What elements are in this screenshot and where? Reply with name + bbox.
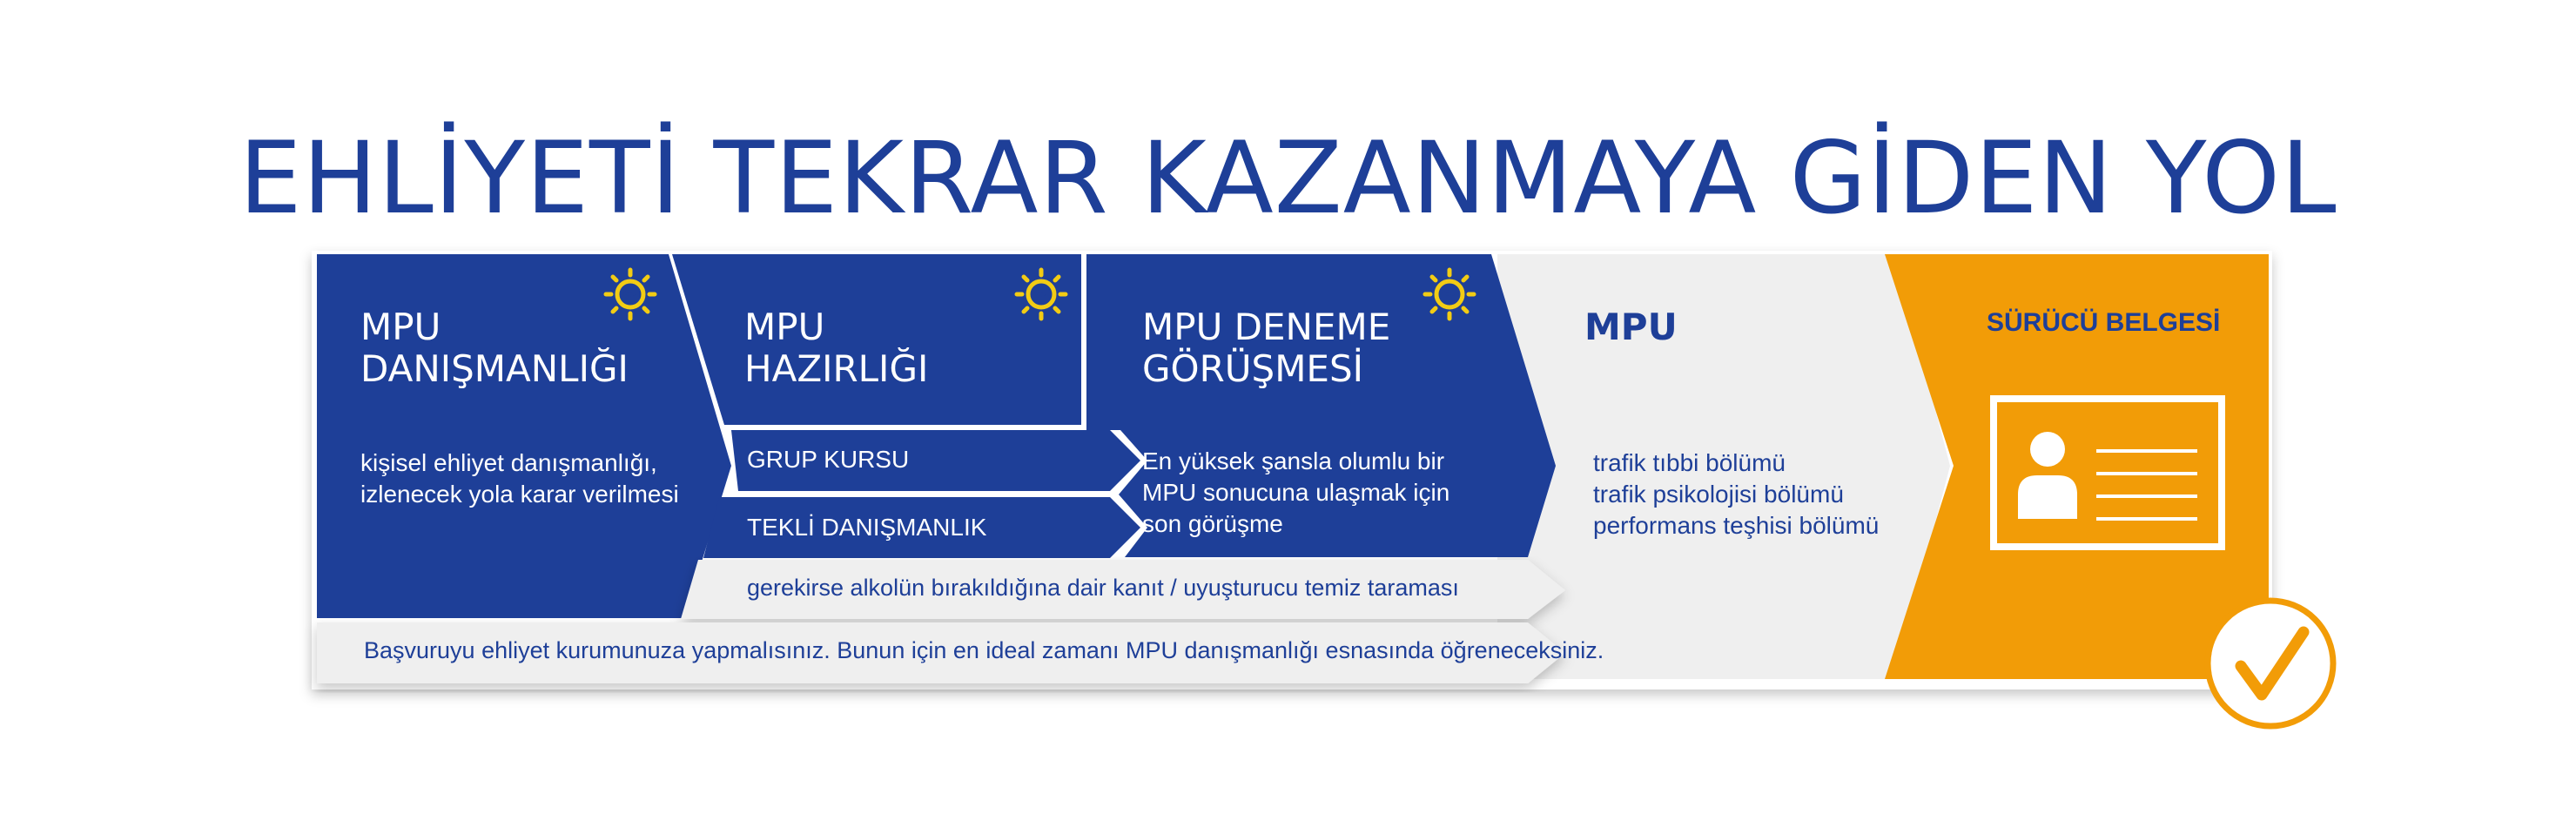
step-preparation-title-line-1: MPU bbox=[744, 306, 825, 348]
application-note-text: Başvuruyu ehliyet kurumunuza yapmalısınız. Bunun için en ideal zamanı MPU danışmanlığı esnasında öğreneceksiniz. bbox=[364, 637, 1604, 663]
step-trial-desc-line-2: MPU sonucuna ulaşmak için bbox=[1142, 479, 1450, 506]
step-trial-title-line-1: MPU DENEME bbox=[1142, 306, 1391, 348]
checkmark-icon bbox=[2208, 601, 2333, 726]
sun-icon bbox=[606, 270, 655, 319]
alcohol-screening-text: gerekirse alkolün bırakıldığına dair kanıt / uyuşturucu temiz taraması bbox=[747, 575, 1459, 601]
step-trial-desc-line-3: son görüşme bbox=[1142, 510, 1283, 537]
option-individual-label: TEKLİ DANIŞMANLIK bbox=[747, 514, 987, 541]
step-preparation-title-line-2: HAZIRLIĞI bbox=[744, 347, 929, 390]
step-license-title: SÜRÜCÜ BELGESİ bbox=[1987, 308, 2221, 337]
step-mpu-desc-line-1: trafik tıbbi bölümü bbox=[1593, 449, 1786, 476]
sun-icon bbox=[1017, 270, 1066, 319]
sun-icon bbox=[1425, 270, 1474, 319]
step-counseling-title-line-2: DANIŞMANLIĞI bbox=[360, 347, 629, 390]
step-trial-title-line-2: GÖRÜŞMESİ bbox=[1142, 347, 1364, 390]
step-mpu-desc-line-2: trafik psikolojisi bölümü bbox=[1593, 481, 1844, 508]
step-preparation-panel bbox=[672, 254, 1081, 425]
step-trial-desc-line-1: En yüksek şansla olumlu bir bbox=[1142, 447, 1445, 474]
step-counseling-desc-line-2: izlenecek yola karar verilmesi bbox=[360, 481, 679, 508]
option-group-course-label: GRUP KURSU bbox=[747, 446, 910, 473]
step-mpu-desc-line-3: performans teşhisi bölümü bbox=[1593, 512, 1880, 539]
step-counseling-desc-line-1: kişisel ehliyet danışmanlığı, bbox=[360, 449, 657, 476]
step-mpu-title: MPU bbox=[1584, 306, 1678, 348]
step-counseling-title-line-1: MPU bbox=[360, 306, 441, 348]
page-title: EHLİYETİ TEKRAR KAZANMAYA GİDEN YOL bbox=[239, 120, 2337, 236]
